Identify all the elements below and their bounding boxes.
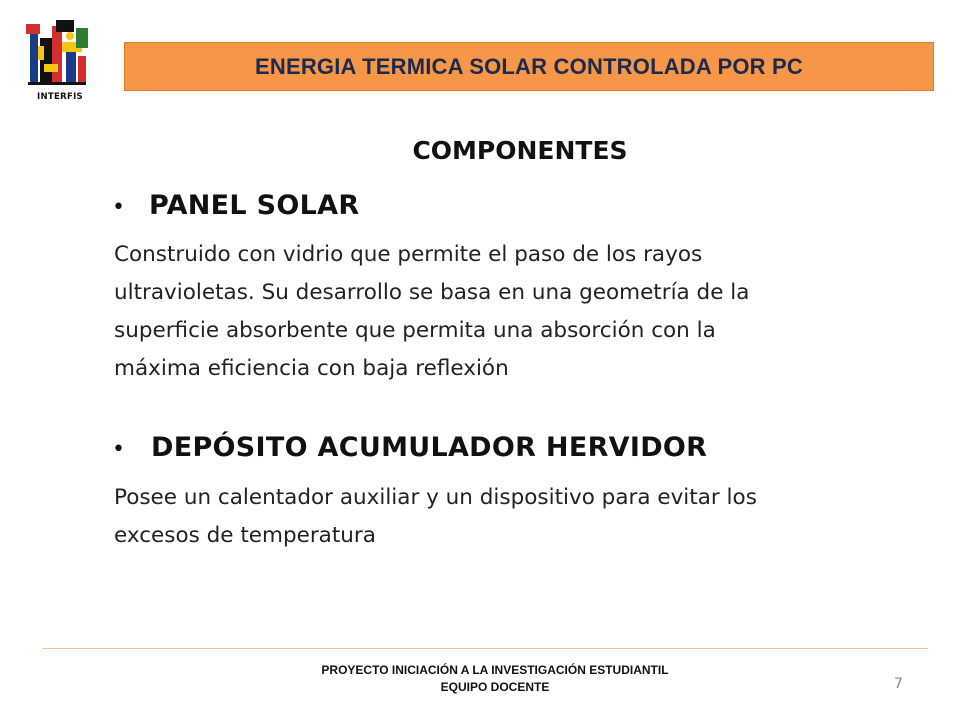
description-line: superficie absorbente que permita una absorción con la xyxy=(114,318,716,343)
page-number: 7 xyxy=(894,676,903,692)
bullet-description xyxy=(114,479,914,555)
bullet-description xyxy=(114,236,914,388)
footer-divider xyxy=(42,648,928,649)
bullet-dot-icon: • xyxy=(112,195,125,220)
description-line: Posee un calentador auxiliar y un dispositivo para evitar los xyxy=(114,485,757,510)
section-heading: COMPONENTES xyxy=(412,136,628,165)
bullet-title: PANEL SOLAR xyxy=(148,190,360,221)
interfis-logo xyxy=(26,20,94,102)
footer-project: PROYECTO INICIACIÓN A LA INVESTIGACIÓN ESTUDIANTIL xyxy=(321,663,669,677)
footer-team: EQUIPO DOCENTE xyxy=(440,680,550,694)
bullet-item-deposito xyxy=(112,432,707,463)
description-line: ultravioletas. Su desarrollo se basa en una geometría de la xyxy=(114,280,750,305)
slide-title: ENERGIA TERMICA SOLAR CONTROLADA POR PC xyxy=(254,53,804,79)
bullet-item-panel-solar xyxy=(112,190,359,221)
interfis-logo-graphic xyxy=(26,20,94,102)
description-line: máxima eficiencia con baja reflexión xyxy=(114,356,509,381)
bullet-dot-icon: • xyxy=(112,437,125,462)
description-line: Construido con vidrio que permite el paso de los rayos xyxy=(114,242,703,267)
title-bar xyxy=(124,42,934,91)
bullet-title: DEPÓSITO ACUMULADOR HERVIDOR xyxy=(150,432,708,463)
description-line: excesos de temperatura xyxy=(114,523,376,548)
footer xyxy=(0,662,960,696)
logo-caption: INTERFIS xyxy=(37,92,83,102)
